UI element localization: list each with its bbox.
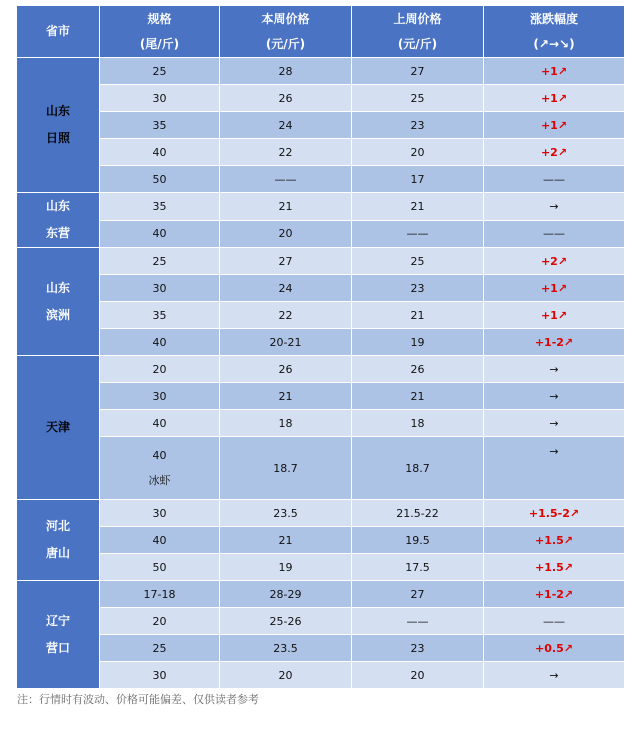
spec-cell (100, 85, 220, 112)
spec-value: 30 (152, 668, 167, 682)
spec-cell (100, 248, 220, 275)
this-week-price-cell: 21 (220, 383, 352, 410)
spec-cell (100, 500, 220, 527)
change-cell: +1-2↗ (484, 329, 625, 356)
change-cell: → (484, 410, 625, 437)
this-week-price-cell: 28-29 (220, 581, 352, 608)
region-cell (17, 193, 100, 248)
spec-value: 40 (152, 416, 167, 430)
spec-cell (100, 527, 220, 554)
spec-value: 20 (152, 614, 167, 628)
change-cell: +2↗ (484, 139, 625, 166)
this-week-price-cell: 20 (220, 662, 352, 689)
last-week-price-cell: 20 (352, 139, 484, 166)
price-table (17, 6, 625, 689)
last-week-price-cell: 20 (352, 662, 484, 689)
table-row (17, 437, 625, 500)
spec-cell (100, 139, 220, 166)
region-label: 山东 (45, 104, 70, 118)
spec-value: 20 (152, 362, 167, 376)
last-week-price-cell: 21.5-22 (352, 500, 484, 527)
spec-cell (100, 58, 220, 85)
spec-cell (100, 608, 220, 635)
header-this-week-price: 本周价格 (元/斤) (220, 6, 352, 58)
table-row (17, 85, 625, 112)
last-week-price-cell: 23 (352, 275, 484, 302)
spec-value: 30 (152, 281, 167, 295)
change-cell: +1↗ (484, 302, 625, 329)
last-week-price-cell: 21 (352, 383, 484, 410)
this-week-price-cell: 25-26 (220, 608, 352, 635)
this-week-price-cell: 26 (220, 356, 352, 383)
change-cell: → (484, 356, 625, 383)
header-region: 省市 (17, 6, 100, 58)
region-label: 东营 (45, 226, 70, 240)
table-row (17, 608, 625, 635)
spec-cell (100, 193, 220, 221)
change-cell: → (484, 437, 625, 500)
this-week-price-cell: 24 (220, 275, 352, 302)
spec-cell (100, 437, 220, 500)
this-week-price-cell: 26 (220, 85, 352, 112)
table-row (17, 221, 625, 249)
region-label: 天津 (45, 420, 70, 434)
region-label: 山东 (45, 199, 70, 213)
this-week-price-cell: 24 (220, 112, 352, 139)
this-week-price-cell: 19 (220, 554, 352, 581)
this-week-price-cell: 22 (220, 139, 352, 166)
region-label: 滨洲 (45, 307, 70, 322)
last-week-price-cell: 27 (352, 58, 484, 85)
table-row (17, 166, 625, 193)
spec-value: 35 (152, 118, 167, 132)
this-week-price-cell: 28 (220, 58, 352, 85)
table-row (17, 58, 625, 85)
region-label: 辽宁 (45, 613, 70, 628)
region-label: 山东 (45, 280, 70, 295)
header-change: 涨跌幅度 (↗→↘) (484, 6, 625, 58)
last-week-price-cell: 18.7 (352, 437, 484, 500)
spec-value: 35 (152, 308, 167, 322)
spec-value: 25 (152, 254, 167, 268)
last-week-price-cell: 19 (352, 329, 484, 356)
this-week-price-cell: 21 (220, 527, 352, 554)
last-week-price-cell: 25 (352, 85, 484, 112)
table-row (17, 275, 625, 302)
table-row (17, 383, 625, 410)
last-week-price-cell: 19.5 (352, 527, 484, 554)
change-cell: +1.5↗ (484, 554, 625, 581)
spec-value: 50 (152, 172, 167, 186)
change-cell: → (484, 193, 625, 221)
this-week-price-cell: 20 (220, 221, 352, 249)
table-row (17, 139, 625, 166)
spec-value: 25 (152, 641, 167, 655)
spec-value: 40 (152, 145, 167, 159)
spec-value: 30 (152, 389, 167, 403)
spec-value: 50 (152, 560, 167, 574)
last-week-price-cell: 23 (352, 112, 484, 139)
last-week-price-cell: 21 (352, 302, 484, 329)
this-week-price-cell: 21 (220, 193, 352, 221)
change-cell: —— (484, 608, 625, 635)
this-week-price-cell: 23.5 (220, 635, 352, 662)
table-row (17, 248, 625, 275)
this-week-price-cell: 22 (220, 302, 352, 329)
spec-value: 17-18 (143, 587, 176, 601)
table-row (17, 527, 625, 554)
this-week-price-cell: 18 (220, 410, 352, 437)
header-last-week-price: 上周价格 (元/斤) (352, 6, 484, 58)
change-cell: +1-2↗ (484, 581, 625, 608)
spec-value: 40 (152, 448, 167, 462)
spec-cell (100, 356, 220, 383)
footnote: 注：行情时有波动、价格可能偏差、仅供读者参考 (17, 693, 259, 706)
table-row (17, 302, 625, 329)
change-cell: —— (484, 166, 625, 193)
change-cell: +1.5-2↗ (484, 500, 625, 527)
spec-cell (100, 635, 220, 662)
table-row (17, 193, 625, 221)
last-week-price-cell: 17.5 (352, 554, 484, 581)
this-week-price-cell: 23.5 (220, 500, 352, 527)
change-cell: —— (484, 221, 625, 249)
region-label: 营口 (45, 640, 70, 655)
last-week-price-cell: 21 (352, 193, 484, 221)
last-week-price-cell: 27 (352, 581, 484, 608)
spec-cell (100, 329, 220, 356)
change-cell: +1↗ (484, 85, 625, 112)
change-cell: +1↗ (484, 112, 625, 139)
table-row (17, 554, 625, 581)
header-spec: 规格 (尾/斤) (100, 6, 220, 58)
region-cell (17, 500, 100, 581)
spec-value: 40 (152, 227, 167, 241)
spec-value: 40 (152, 335, 167, 349)
region-cell (17, 356, 100, 500)
table-row (17, 410, 625, 437)
table-row (17, 329, 625, 356)
table-row (17, 356, 625, 383)
last-week-price-cell: 18 (352, 410, 484, 437)
spec-note: 冰虾 (148, 473, 171, 487)
region-label: 唐山 (45, 546, 70, 560)
spec-cell (100, 383, 220, 410)
spec-cell (100, 554, 220, 581)
table-row (17, 581, 625, 608)
last-week-price-cell: 26 (352, 356, 484, 383)
this-week-price-cell: 27 (220, 248, 352, 275)
region-cell (17, 248, 100, 356)
last-week-price-cell: 23 (352, 635, 484, 662)
region-cell (17, 58, 100, 193)
last-week-price-cell: —— (352, 221, 484, 249)
region-cell (17, 581, 100, 689)
table-row (17, 662, 625, 689)
last-week-price-cell: 17 (352, 166, 484, 193)
spec-value: 25 (152, 64, 167, 78)
this-week-price-cell: —— (220, 166, 352, 193)
change-cell: → (484, 662, 625, 689)
spec-value: 30 (152, 91, 167, 105)
table-row (17, 500, 625, 527)
spec-cell (100, 581, 220, 608)
region-label: 河北 (45, 519, 70, 533)
region-label: 日照 (45, 131, 70, 145)
price-table-container (17, 6, 625, 689)
spec-cell (100, 275, 220, 302)
change-cell: +1↗ (484, 58, 625, 85)
change-cell: → (484, 383, 625, 410)
change-cell: +1↗ (484, 275, 625, 302)
spec-cell (100, 112, 220, 139)
last-week-price-cell: 25 (352, 248, 484, 275)
this-week-price-cell: 18.7 (220, 437, 352, 500)
change-cell: +1.5↗ (484, 527, 625, 554)
spec-cell (100, 221, 220, 249)
spec-cell (100, 662, 220, 689)
spec-cell (100, 166, 220, 193)
spec-cell (100, 410, 220, 437)
change-cell: +2↗ (484, 248, 625, 275)
spec-value: 35 (152, 199, 167, 213)
change-cell: +0.5↗ (484, 635, 625, 662)
spec-value: 40 (152, 533, 167, 547)
this-week-price-cell: 20-21 (220, 329, 352, 356)
table-row (17, 635, 625, 662)
spec-value: 30 (152, 506, 167, 520)
table-header-row (17, 6, 625, 58)
table-row (17, 112, 625, 139)
spec-cell (100, 302, 220, 329)
last-week-price-cell: —— (352, 608, 484, 635)
